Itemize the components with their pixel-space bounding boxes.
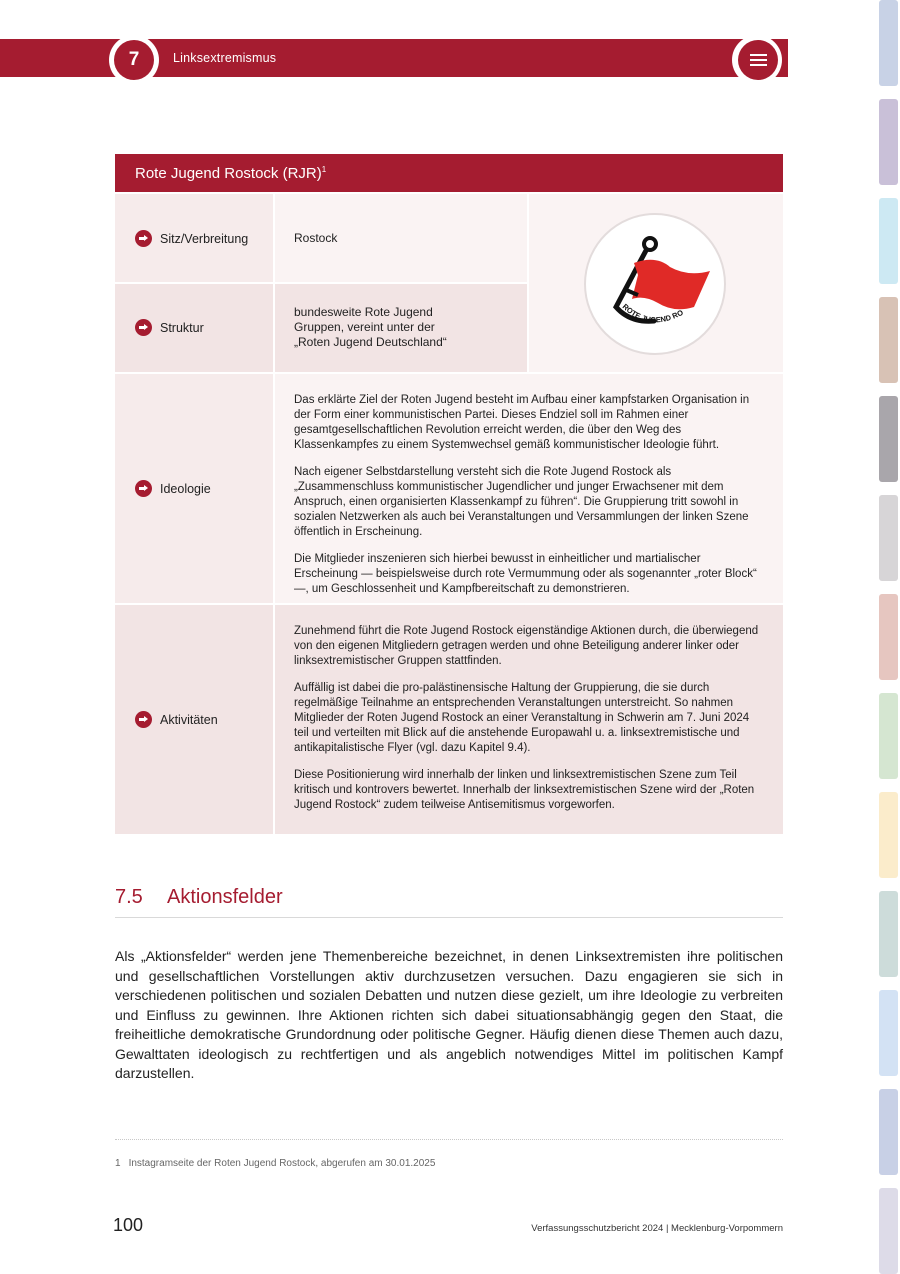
row-struktur-value-cell <box>275 284 527 372</box>
footnote-ref[interactable]: 1 <box>321 165 327 174</box>
side-tab-2[interactable] <box>879 99 898 185</box>
row-sitz-label-cell <box>115 194 273 282</box>
arrow-right-icon <box>135 230 152 247</box>
footnote-text: Instagramseite der Roten Jugend Rostock, abgerufen am 30.01.2025 <box>128 1158 436 1169</box>
row-ideologie-value-cell <box>275 374 783 603</box>
side-tab-13[interactable] <box>879 1188 898 1274</box>
row-aktivitaeten-value-cell <box>275 605 783 834</box>
profile-table-header <box>115 154 783 192</box>
side-tab-12[interactable] <box>879 1089 898 1175</box>
row-ideologie-label-cell <box>115 374 273 603</box>
side-tab-10[interactable] <box>879 891 898 977</box>
hamburger-menu-icon <box>738 40 778 80</box>
side-tab-3[interactable] <box>879 198 898 284</box>
paragraph: Nach eigener Selbstdarstellung versteht sich die Rote Jugend Rostock als „Zusammenschluss kommunistischer Jugendlicher und junger Erwachsener mit dem Anspruch, einen organisierten Klassenkampf zu führen“. Die Gruppierung tritt sowohl in sozialen Netzwerken als auch bei Veranstaltungen und Versammlungen der linken Szene öffentlich in Erscheinung. <box>294 466 749 538</box>
rote-jugend-logo <box>584 213 726 355</box>
row-label: Aktivitäten <box>135 711 218 728</box>
row-sitz-value-cell <box>275 194 527 282</box>
paragraph: Auffällig ist dabei die pro-palästinensische Haltung der Gruppierung, die sie durch regelmäßige Teilnahme an entsprechenden Veranstaltungen unterstreicht. So nahmen Mitglieder der Roten Jugend Rostock an einer Veranstaltung in Schwerin am 7. Juni 2024 teil und verteilten mit Blick auf die anstehende Europawahl u. a. linksextremistische und antikapitalistische Flyer (vgl. dazu Kapitel 9.4). <box>294 682 750 754</box>
side-tab-9[interactable] <box>879 792 898 878</box>
side-tab-8[interactable] <box>879 693 898 779</box>
row-label: Sitz/Verbreitung <box>135 230 248 247</box>
paragraph: Zunehmend führt die Rote Jugend Rostock eigenständige Aktionen durch, die überwiegend von den eigenen Mitgliedern getragen werden und ohne Beteiligung anderer linker oder linksextremistischer Gruppen stattfinden. <box>294 625 759 667</box>
row-label: Ideologie <box>135 480 211 497</box>
footnote-divider <box>115 1139 783 1140</box>
paragraph: Das erklärte Ziel der Roten Jugend besteht im Aufbau einer kampfstarken Organisation in der Form einer kommunistischen Partei. Dieses Endziel soll im Rahmen einer gesamtgesellschaftlichen Revolution erreicht werden, die über den Weg des Klassenkampfes zu einem Systemwechsel gemäß kommunistischer Ideologie führt. <box>294 394 750 451</box>
row-aktivitaeten-label-cell <box>115 605 273 834</box>
chapter-number: 7 <box>114 40 154 80</box>
row-value <box>294 393 767 597</box>
side-tab-1[interactable] <box>879 0 898 86</box>
row-value: Rostock <box>294 231 338 245</box>
chapter-title: Linksextremismus <box>173 51 277 65</box>
footnote <box>115 1158 435 1169</box>
footnote-number: 1 <box>115 1158 121 1169</box>
row-struktur-label-cell <box>115 284 273 372</box>
page-number: 100 <box>113 1215 144 1235</box>
red-flag-logo-icon <box>586 215 724 353</box>
side-tab-7[interactable] <box>879 594 898 680</box>
section-divider <box>115 917 783 918</box>
paragraph: Die Mitglieder inszenieren sich hierbei bewusst in einheitlicher und martialischer Erscheinung — beispielsweise durch rote Vermummung oder als sogenannter „roter Block“ —, um Geschlossenheit und Kampfbereitschaft zu demonstrieren. <box>294 553 757 595</box>
side-tab-5[interactable] <box>879 396 898 482</box>
logo-text: ROTE JUGEND RO <box>620 301 685 325</box>
section-title: Aktionsfelder <box>167 886 283 908</box>
section-body-text: Als „Aktionsfelder“ werden jene Themenbereiche bezeichnet, in denen Linksextremisten ihre politischen und gesellschaftlichen Vorstellungen aktiv durchzusetzen versuchen. Dazu engagieren sie sich in verschiedenen politischen und sozialen Debatten und nutzen diese gezielt, um ihre Ideologie zu verbreiten und Einfluss zu gewinnen. Ihre Aktionen richten sich dabei situationsabhängig gegen den Staat, die freiheitliche demokratische Grundordnung oder politische Gegner. Häufig dienen diese Themen auch dazu, Gewalttaten ideologisch zu rechtfertigen und als angeblich notwendiges Mittel im politischen Kampf darzustellen. <box>115 948 783 1081</box>
arrow-right-icon <box>135 319 152 336</box>
row-label: Struktur <box>135 319 204 336</box>
publication-footer: Verfassungsschutzbericht 2024 | Mecklenburg-Vorpommern <box>531 1223 783 1234</box>
menu-button[interactable] <box>732 35 782 85</box>
row-value <box>294 624 767 813</box>
section-number: 7.5 <box>115 886 143 908</box>
arrow-right-icon <box>135 480 152 497</box>
side-tab-6[interactable] <box>879 495 898 581</box>
side-tab-4[interactable] <box>879 297 898 383</box>
arrow-right-icon <box>135 711 152 728</box>
row-value: bundesweite Rote Jugend Gruppen, vereint unter der „Roten Jugend Deutschland“ <box>294 305 447 349</box>
paragraph: Diese Positionierung wird innerhalb der linken und linksextremistischen Szene zum Teil kritisch und kontrovers bewertet. Innerhalb der linksextremistischen Szene wird der „Roten Jugend Rostock“ zudem teilweise Antisemitismus vorgeworfen. <box>294 769 755 811</box>
side-tab-11[interactable] <box>879 990 898 1076</box>
profile-table-title: Rote Jugend Rostock (RJR)$^1$ <box>135 165 327 182</box>
chapter-badge <box>109 35 159 85</box>
